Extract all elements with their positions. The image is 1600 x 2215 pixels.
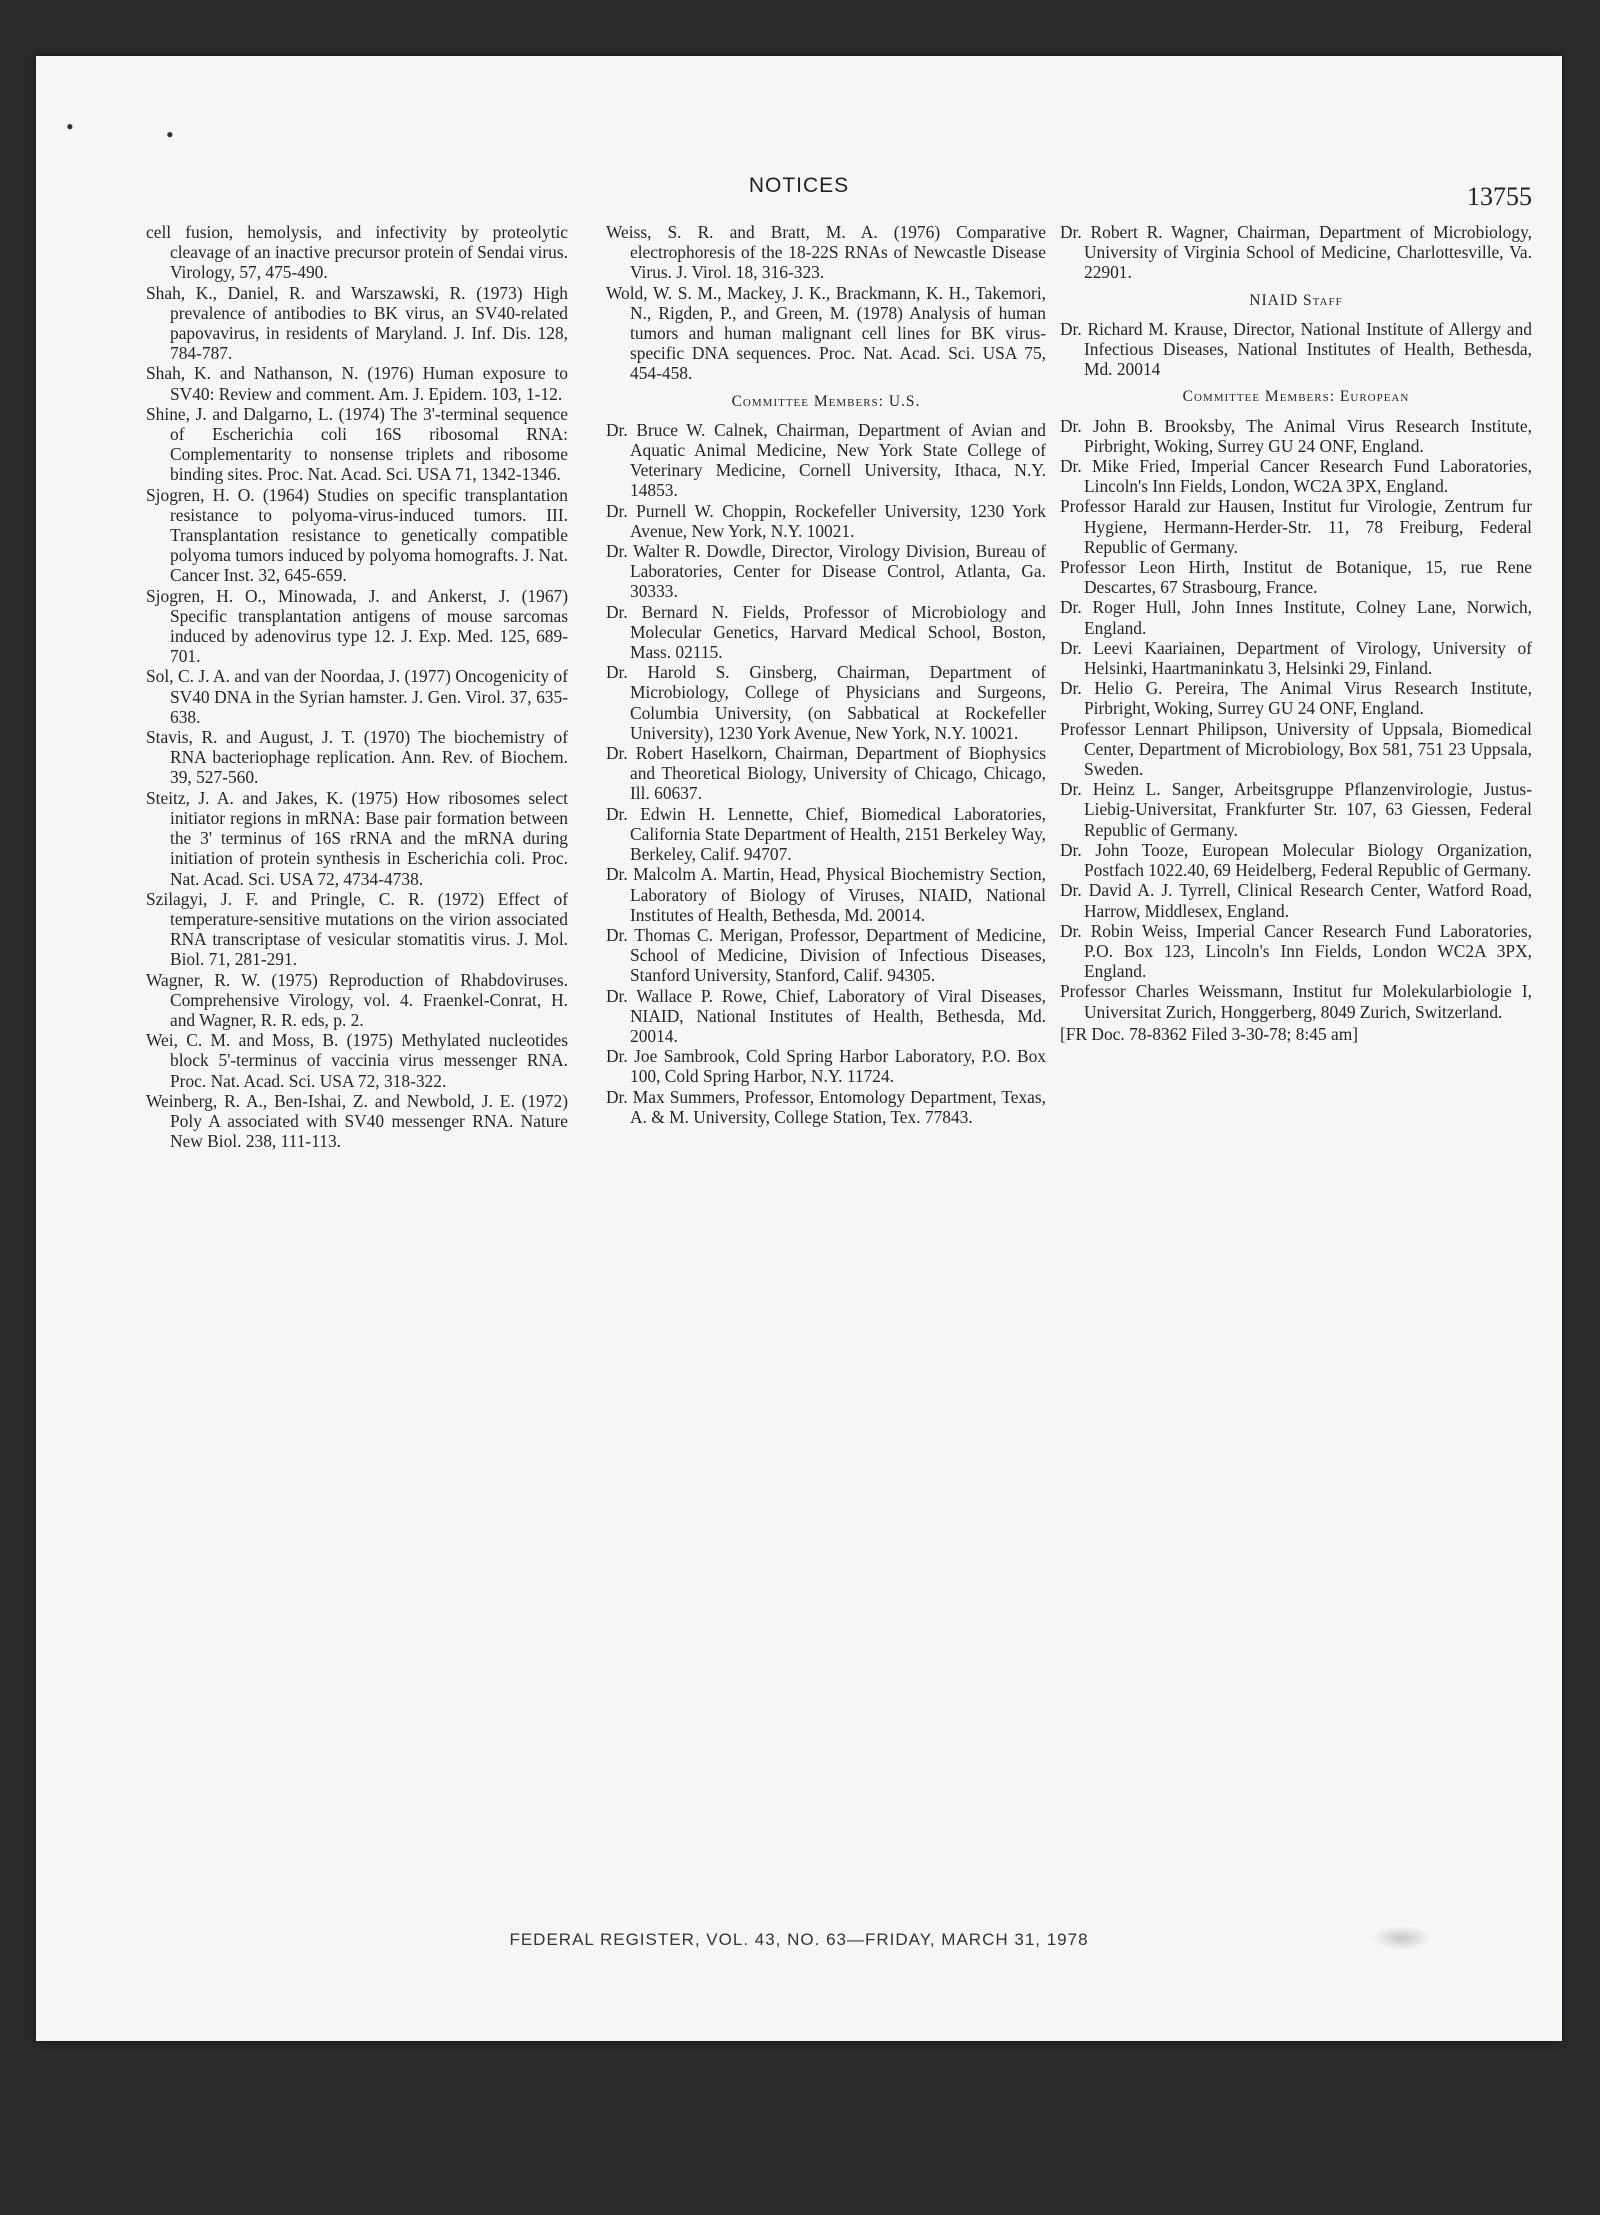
niaid-staff-heading: NIAID Staff bbox=[1249, 291, 1343, 309]
member-entry: Dr. Malcolm A. Martin, Head, Physical Biochemistry Section, Laboratory of Biology of Viruses, NIAID, National Institutes of Health, Bethesda, Md. 20014. bbox=[606, 864, 1046, 925]
column-2 bbox=[606, 222, 1046, 1127]
reference-entry: Sjogren, H. O., Minowada, J. and Ankerst, J. (1967) Specific transplantation antigens of mouse sarcomas induced by adenovirus type 12. J. Exp. Med. 125, 689-701. bbox=[146, 585, 568, 667]
fr-doc-filing-line: [FR Doc. 78-8362 Filed 3-30-78; 8:45 am] bbox=[1060, 1023, 1359, 1044]
member-entry: Dr. David A. J. Tyrrell, Clinical Research Center, Watford Road, Harrow, Middlesex, England. bbox=[1060, 880, 1532, 921]
member-entry: Dr. Robert R. Wagner, Chairman, Department of Microbiology, University of Virginia School of Medicine, Charlottesville, Va. 22901. bbox=[1060, 222, 1532, 283]
reference-entry: Sol, C. J. A. and van der Noordaa, J. (1977) Oncogenicity of SV40 DNA in the Syrian hamster. J. Gen. Virol. 37, 635-638. bbox=[146, 666, 568, 727]
member-entry: Dr. Purnell W. Choppin, Rockefeller University, 1230 York Avenue, New York, N.Y. 10021. bbox=[606, 500, 1046, 541]
member-entry: Professor Lennart Philipson, University of Uppsala, Biomedical Center, Department of Microbiology, Box 581, 751 23 Uppsala, Sweden. bbox=[1060, 718, 1532, 780]
member-entry: Dr. Walter R. Dowdle, Director, Virology Division, Bureau of Laboratories, Center for Disease Control, Atlanta, Ga. 30333. bbox=[606, 541, 1046, 602]
reference-entry: Shine, J. and Dalgarno, L. (1974) The 3'-terminal sequence of Escherichia coli 16S ribosomal RNA: Complementarity to nonsense triplets and ribosome binding sites. Proc. Nat. Acad. Sci. USA 71, 1342-1346. bbox=[146, 403, 568, 485]
member-entry: Dr. John Tooze, European Molecular Biology Organization, Postfach 1022.40, 69 Heidelberg, Federal Republic of Germany. bbox=[1060, 839, 1532, 881]
reference-entry: Weiss, S. R. and Bratt, M. A. (1976) Comparative electrophoresis of the 18-22S RNAs of Newcastle Disease Virus. J. Virol. 18, 316-323. bbox=[606, 222, 1046, 283]
member-entry: Dr. Joe Sambrook, Cold Spring Harbor Laboratory, P.O. Box 100, Cold Spring Harbor, N.Y. 11724. bbox=[606, 1046, 1046, 1087]
stray-mark: • bbox=[66, 114, 74, 139]
member-entry: Dr. Bruce W. Calnek, Chairman, Department of Avian and Aquatic Animal Medicine, New York State College of Veterinary Medicine, Cornell University, Ithaca, N.Y. 14853. bbox=[606, 419, 1046, 501]
committee-heading-us: Committee Members: U.S. bbox=[731, 392, 921, 410]
section-title: NOTICES bbox=[748, 174, 850, 197]
column-1 bbox=[146, 222, 568, 1151]
reference-entry: Steitz, J. A. and Jakes, K. (1975) How ribosomes select initiator regions in mRNA: Base pair formation between the 3' terminus of 16S rRNA and the mRNA during initiation of protein synthesis in Escherichia coli. Proc. Nat. Acad. Sci. USA 72, 4734-4738. bbox=[146, 787, 568, 889]
document-page bbox=[36, 56, 1562, 2041]
reference-entry: Wei, C. M. and Moss, B. (1975) Methylated nucleotides block 5'-terminus of vaccinia virus messenger RNA. Proc. Nat. Acad. Sci. USA 72, 318-322. bbox=[146, 1030, 568, 1091]
page-number: 13755 bbox=[1467, 182, 1532, 211]
member-entry: Dr. Bernard N. Fields, Professor of Microbiology and Molecular Genetics, Harvard Medical School, Boston, Mass. 02115. bbox=[606, 601, 1046, 663]
reference-entry: Szilagyi, J. F. and Pringle, C. R. (1972) Effect of temperature-sensitive mutations on the virion associated RNA transcriptase of vesicular stomatitis virus. J. Mol. Biol. 71, 281-291. bbox=[146, 888, 568, 970]
member-entry: Professor Leon Hirth, Institut de Botanique, 15, rue Rene Descartes, 67 Strasbourg, France. bbox=[1060, 557, 1532, 598]
reference-entry: Sjogren, H. O. (1964) Studies on specific transplantation resistance to polyoma-virus-induced tumors. III. Transplantation resistance to genetically compatible polyoma tumors induced by polyoma homografts. J. Nat. Cancer Inst. 32, 645-659. bbox=[146, 484, 568, 586]
member-entry: Dr. Heinz L. Sanger, Arbeitsgruppe Pflanzenvirologie, Justus-Liebig-Universitat, Frankfurter Str. 107, 63 Giessen, Federal Republic of Germany. bbox=[1060, 779, 1532, 840]
stray-mark: • bbox=[166, 122, 174, 147]
reference-entry: Weinberg, R. A., Ben-Ishai, Z. and Newbold, J. E. (1972) Poly A associated with SV40 messenger RNA. Nature New Biol. 238, 111-113. bbox=[146, 1090, 568, 1152]
member-entry: Dr. Helio G. Pereira, The Animal Virus Research Institute, Pirbright, Woking, Surrey GU 24 ONF, England. bbox=[1060, 678, 1532, 719]
member-entry: Dr. Leevi Kaariainen, Department of Virology, University of Helsinki, Haartmaninkatu 3, Helsinki 29, Finland. bbox=[1060, 637, 1532, 679]
member-entry: Dr. Richard M. Krause, Director, National Institute of Allergy and Infectious Diseases, National Institutes of Health, Bethesda, Md. 20014 bbox=[1060, 318, 1532, 380]
member-entry: Professor Charles Weissmann, Institut fur Molekularbiologie I, Universitat Zurich, Honggerberg, 8049 Zurich, Switzerland. bbox=[1060, 981, 1532, 1022]
member-entry: Dr. Roger Hull, John Innes Institute, Colney Lane, Norwich, England. bbox=[1060, 597, 1532, 638]
page-footer: FEDERAL REGISTER, VOL. 43, NO. 63—FRIDAY, MARCH 31, 1978 bbox=[509, 1930, 1089, 1949]
member-entry: Dr. Wallace P. Rowe, Chief, Laboratory of Viral Diseases, NIAID, National Institutes of Health, Bethesda, Md. 20014. bbox=[606, 985, 1046, 1046]
committee-heading-european: Committee Members: European bbox=[1182, 388, 1410, 406]
reference-entry: Wold, W. S. M., Mackey, J. K., Brackmann, K. H., Takemori, N., Rigden, P., and Green, M. (1978) Analysis of human tumors and human malignant cell lines for BK virus-specific DNA sequences. Proc. Nat. Acad. Sci. USA 75, 454-458. bbox=[606, 282, 1046, 384]
reference-entry: Wagner, R. W. (1975) Reproduction of Rhabdoviruses. Comprehensive Virology, vol. 4. Fraenkel-Conrat, H. and Wagner, R. R. eds, p. 2. bbox=[146, 969, 568, 1030]
reference-entry: cell fusion, hemolysis, and infectivity by proteolytic cleavage of an inactive precursor protein of Sendai virus. Virology, 57, 475-490. bbox=[146, 222, 568, 283]
reference-entry: Shah, K. and Nathanson, N. (1976) Human exposure to SV40: Review and comment. Am. J. Epidem. 103, 1-12. bbox=[146, 363, 568, 404]
member-entry: Dr. Max Summers, Professor, Entomology Department, Texas, A. & M. University, College Station, Tex. 77843. bbox=[606, 1086, 1046, 1127]
member-entry: Dr. Mike Fried, Imperial Cancer Research Fund Laboratories, Lincoln's Inn Fields, London, WC2A 3PX, England. bbox=[1060, 456, 1532, 497]
paper-stain bbox=[1372, 1926, 1432, 1950]
member-entry: Dr. Thomas C. Merigan, Professor, Department of Medicine, School of Medicine, Division of Infectious Diseases, Stanford University, Stanford, Calif. 94305. bbox=[606, 924, 1046, 986]
member-entry: Dr. Robin Weiss, Imperial Cancer Research Fund Laboratories, P.O. Box 123, Lincoln's Inn Fields, London WC2A 3PX, England. bbox=[1060, 920, 1532, 982]
member-entry: Professor Harald zur Hausen, Institut fur Virologie, Zentrum fur Hygiene, Hermann-Herder-Str. 11, 78 Freiburg, Federal Republic of Germany. bbox=[1060, 496, 1532, 557]
member-entry: Dr. Robert Haselkorn, Chairman, Department of Biophysics and Theoretical Biology, University of Chicago, Chicago, Ill. 60637. bbox=[606, 743, 1046, 804]
reference-entry: Stavis, R. and August, J. T. (1970) The biochemistry of RNA bacteriophage replication. Ann. Rev. of Biochem. 39, 527-560. bbox=[146, 727, 568, 788]
member-entry: Dr. Harold S. Ginsberg, Chairman, Department of Microbiology, College of Physicians and Surgeons, Columbia University, (on Sabbatical at Rockefeller University), 1230 York Avenue, New York, N.Y. 10021. bbox=[606, 662, 1046, 743]
member-entry: Dr. John B. Brooksby, The Animal Virus Research Institute, Pirbright, Woking, Surrey GU 24 ONF, England. bbox=[1060, 415, 1532, 456]
column-3 bbox=[1060, 222, 1532, 1044]
member-entry: Dr. Edwin H. Lennette, Chief, Biomedical Laboratories, California State Department of Health, 2151 Berkeley Way, Berkeley, Calif. 94707. bbox=[606, 803, 1046, 865]
reference-entry: Shah, K., Daniel, R. and Warszawski, R. (1973) High prevalence of antibodies to BK virus, an SV40-related papovavirus, in residents of Maryland. J. Inf. Dis. 128, 784-787. bbox=[146, 282, 568, 364]
